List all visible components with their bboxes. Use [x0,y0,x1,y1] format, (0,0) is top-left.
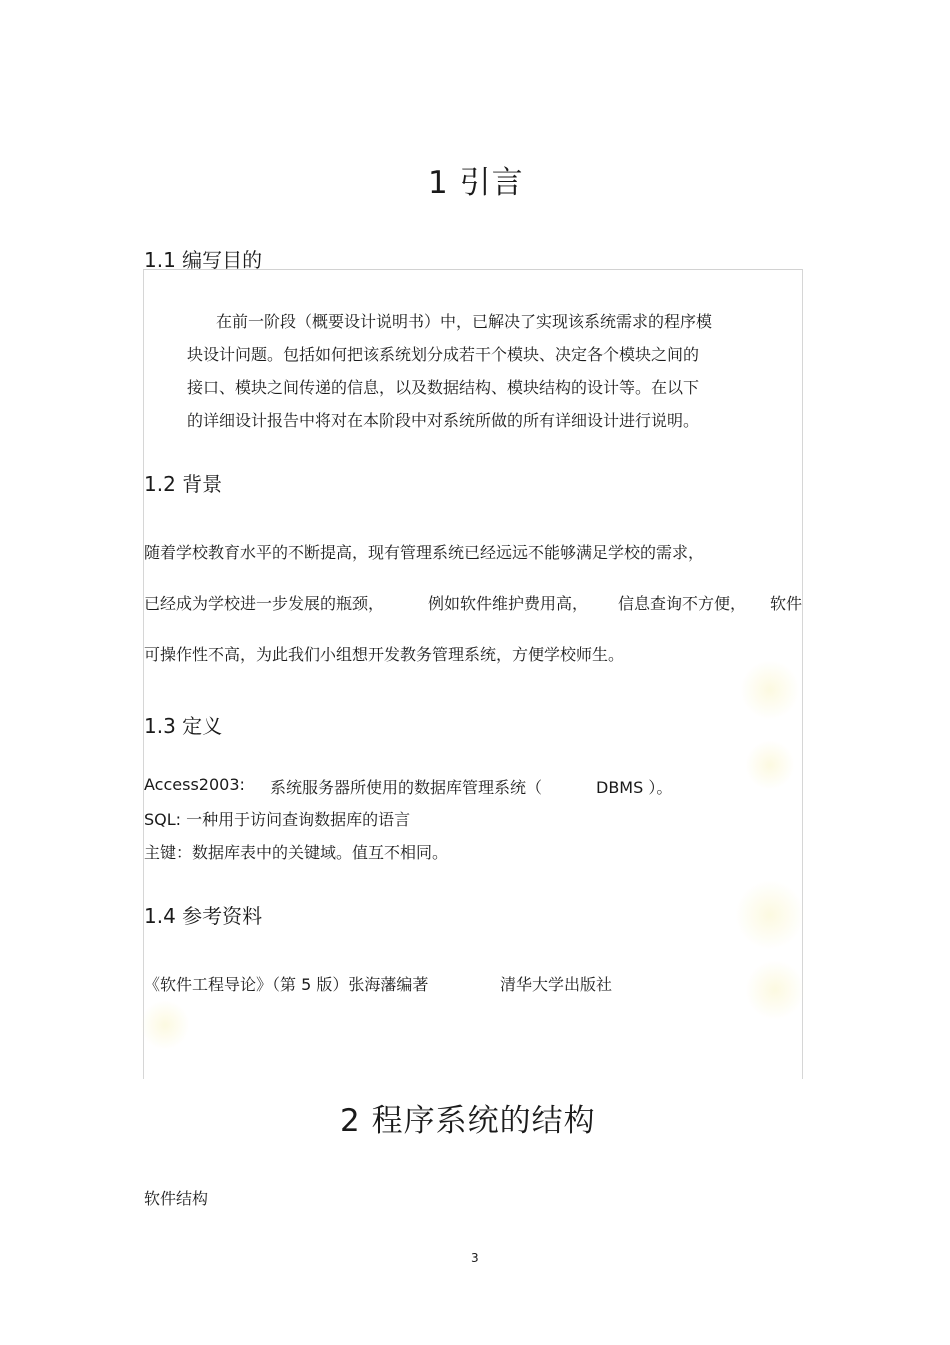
paragraph-line: 块设计问题。包括如何把该系统划分成若干个模块、决定各个模块之间的 [187,345,700,364]
definition-term: Access2003: [144,775,245,794]
reference-book: 《软件工程导论》（第 5 版）张海藩编著 [144,975,429,994]
watermark-decoration [140,1000,190,1050]
paragraph-line-part: 信息查询不方便， [618,594,747,613]
page-number: 3 [471,1251,479,1265]
watermark-decoration [740,660,800,720]
chapter-title: 2 程序系统的结构 [340,1103,596,1139]
paragraph-line: 的详细设计报告中将对在本阶段中对系统所做的所有详细设计进行说明。 [187,411,700,430]
watermark-decoration [735,880,805,950]
section-heading-background: 1.2 背景 [144,472,223,496]
paragraph-line: 随着学校教育水平的不断提高，现有管理系统已经远远不能够满足学校的需求， [144,543,705,562]
paragraph-line-part: 例如软件维护费用高， [428,594,589,613]
section-heading-references: 1.4 参考资料 [144,904,263,928]
reference-publisher: 清华大学出版社 [500,975,613,994]
section-heading-purpose: 1.1 编写目的 [144,248,263,272]
definition-sql: SQL: 一种用于访问查询数据库的语言 [144,810,411,829]
paragraph-line-part: 软件 [770,594,803,613]
definition-desc-dbms: DBMS ）。 [596,778,673,797]
section-heading-definitions: 1.3 定义 [144,714,223,738]
paragraph-line: 在前一阶段（概要设计说明书）中，已解决了实现该系统需求的程序模 [216,312,713,331]
subheading-software-structure: 软件结构 [144,1189,209,1208]
chapter-title: 1 引言 [428,165,524,201]
definition-primary-key: 主键：数据库表中的关键域。值互不相同。 [144,843,449,862]
watermark-decoration [745,740,795,790]
watermark-decoration [745,960,805,1020]
paragraph-line: 可操作性不高，为此我们小组想开发教务管理系统，方便学校师生。 [144,645,625,664]
paragraph-line-part: 已经成为学校进一步发展的瓶颈， [144,594,385,613]
definition-desc: 系统服务器所使用的数据库管理系统（ [270,778,543,797]
paragraph-line: 接口、模块之间传递的信息，以及数据结构、模块结构的设计等。在以下 [187,378,700,397]
